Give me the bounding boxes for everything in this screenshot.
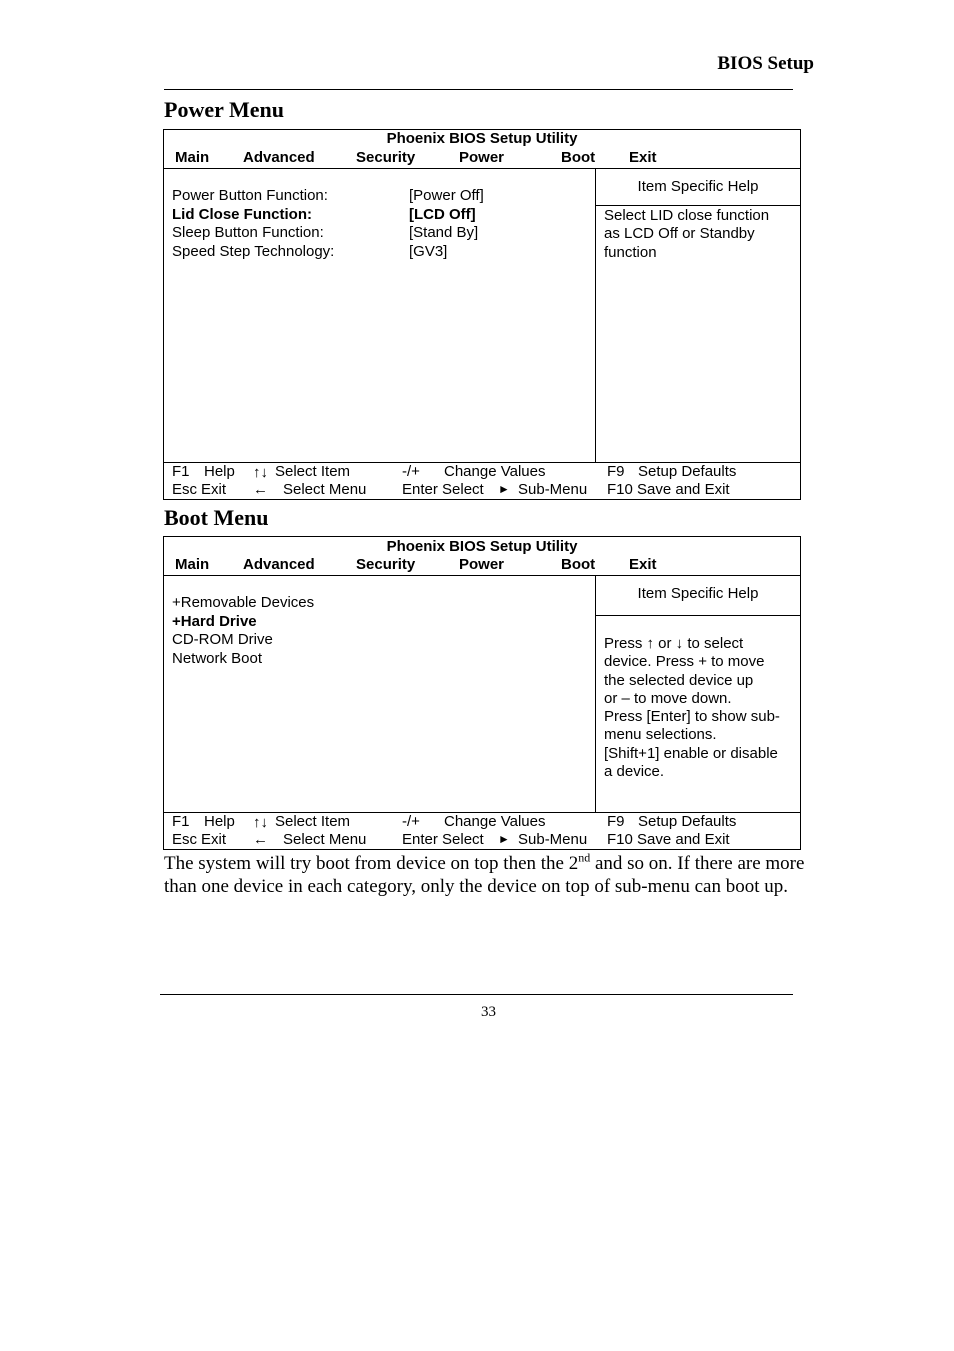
triangle-right-icon: ► xyxy=(498,832,510,846)
item-label: Power Button Function: xyxy=(172,187,328,204)
boot-bios-screen xyxy=(163,536,801,850)
bios-header xyxy=(164,130,800,169)
help-divider xyxy=(595,168,596,462)
key-sub-menu: Sub-Menu xyxy=(518,481,588,498)
help-line: the selected device up xyxy=(604,671,754,689)
boot-item-cdrom[interactable]: CD-ROM Drive xyxy=(172,631,273,648)
sleep-button-item[interactable] xyxy=(172,224,324,241)
boot-item-network[interactable]: Network Boot xyxy=(172,650,263,667)
help-line: [Shift+1] enable or disable xyxy=(604,744,778,762)
help-line: device. Press + to move xyxy=(604,653,765,671)
tab-main[interactable]: Main xyxy=(175,556,210,573)
bios-header xyxy=(164,537,800,576)
key-setup-defaults: Setup Defaults xyxy=(638,463,737,480)
key-f10: F10 Save and Exit xyxy=(607,481,730,498)
key-minus-plus: -/+ xyxy=(402,813,420,830)
item-label: Sleep Button Function: xyxy=(172,224,324,241)
utility-title: Phoenix BIOS Setup Utility xyxy=(386,130,578,147)
key-f9: F9 xyxy=(607,463,625,480)
triangle-right-icon: ► xyxy=(498,482,510,496)
tab-main[interactable]: Main xyxy=(175,149,210,166)
note-text-end: and so on. If there are more than one device in each category, only the device on top of sub-menu can boot up. xyxy=(164,853,805,897)
key-select-item: Select Item xyxy=(275,463,351,480)
key-help: Help xyxy=(204,813,235,830)
key-sub-menu: Sub-Menu xyxy=(518,831,588,848)
sleep-button-value[interactable]: [Stand By] xyxy=(409,224,479,241)
help-line: menu selections. xyxy=(604,726,717,744)
speed-step-value[interactable]: [GV3] xyxy=(409,243,448,260)
help-title-divider xyxy=(595,615,800,616)
key-select-menu: Select Menu xyxy=(283,481,367,498)
help-line: a device. xyxy=(604,763,665,781)
key-exit: Exit xyxy=(201,481,227,498)
item-label: Speed Step Technology: xyxy=(172,243,335,260)
help-divider xyxy=(595,575,596,812)
help-line: as LCD Off or Standby xyxy=(604,225,755,243)
help-text xyxy=(604,207,799,262)
power-menu-heading: Power Menu xyxy=(164,97,284,122)
key-enter-select: Enter Select xyxy=(402,831,484,848)
lid-close-value[interactable]: [LCD Off] xyxy=(409,206,476,223)
tab-boot[interactable]: Boot xyxy=(561,556,596,573)
tab-power[interactable]: Power xyxy=(459,556,505,573)
key-change-values: Change Values xyxy=(444,813,546,830)
key-change-values: Change Values xyxy=(444,463,546,480)
help-title: Item Specific Help xyxy=(637,585,759,602)
help-line: Press ↑ or ↓ to select xyxy=(604,635,744,652)
boot-order-note xyxy=(164,852,814,898)
tab-boot[interactable]: Boot xyxy=(561,149,596,166)
boot-menu-heading: Boot Menu xyxy=(164,505,269,530)
updown-arrows-icon: ↑↓ xyxy=(253,464,268,481)
left-arrow-icon: ← xyxy=(253,481,268,498)
boot-item-hard-drive[interactable]: +Hard Drive xyxy=(172,613,257,630)
tab-advanced[interactable]: Advanced xyxy=(243,149,315,166)
help-line: function xyxy=(604,243,657,261)
power-button-value[interactable]: [Power Off] xyxy=(409,187,484,204)
left-arrow-icon: ← xyxy=(253,831,268,848)
key-exit: Exit xyxy=(201,831,227,848)
page-number: 33 xyxy=(481,1004,496,1020)
header-rule xyxy=(164,89,793,90)
key-enter-select: Enter Select xyxy=(402,481,484,498)
lid-close-item[interactable] xyxy=(172,206,312,223)
power-bios-screen xyxy=(163,129,801,500)
tab-exit[interactable]: Exit xyxy=(629,556,657,573)
help-line: or – to move down. xyxy=(604,689,732,707)
key-minus-plus: -/+ xyxy=(402,463,420,480)
key-select-menu: Select Menu xyxy=(283,831,367,848)
utility-title: Phoenix BIOS Setup Utility xyxy=(386,538,578,555)
key-esc: Esc xyxy=(172,831,198,848)
key-help: Help xyxy=(204,463,235,480)
item-label: Lid Close Function: xyxy=(172,206,312,223)
key-esc: Esc xyxy=(172,481,198,498)
key-select-item: Select Item xyxy=(275,813,351,830)
help-line: Select LID close function xyxy=(604,207,770,224)
tab-advanced[interactable]: Advanced xyxy=(243,556,315,573)
tab-exit[interactable]: Exit xyxy=(629,149,657,166)
boot-item-removable[interactable]: +Removable Devices xyxy=(172,594,315,611)
note-superscript: nd xyxy=(578,850,591,865)
footer-rule xyxy=(160,994,793,995)
power-button-item[interactable] xyxy=(172,187,328,204)
updown-arrows-icon: ↑↓ xyxy=(253,814,268,831)
key-f9: F9 xyxy=(607,813,625,830)
key-f1: F1 xyxy=(172,463,190,480)
key-setup-defaults: Setup Defaults xyxy=(638,813,737,830)
key-f1: F1 xyxy=(172,813,190,830)
help-title: Item Specific Help xyxy=(637,178,759,195)
running-header: BIOS Setup xyxy=(717,53,814,74)
help-line: Press [Enter] to show sub- xyxy=(604,708,780,726)
note-text-start: The system will try boot from device on top then the 2 xyxy=(164,853,579,874)
key-f10: F10 Save and Exit xyxy=(607,831,730,848)
speed-step-item[interactable] xyxy=(172,243,334,260)
help-title-divider xyxy=(595,205,800,206)
tab-power[interactable]: Power xyxy=(459,149,505,166)
tab-security[interactable]: Security xyxy=(356,556,416,573)
help-text xyxy=(604,635,799,781)
tab-security[interactable]: Security xyxy=(356,149,416,166)
